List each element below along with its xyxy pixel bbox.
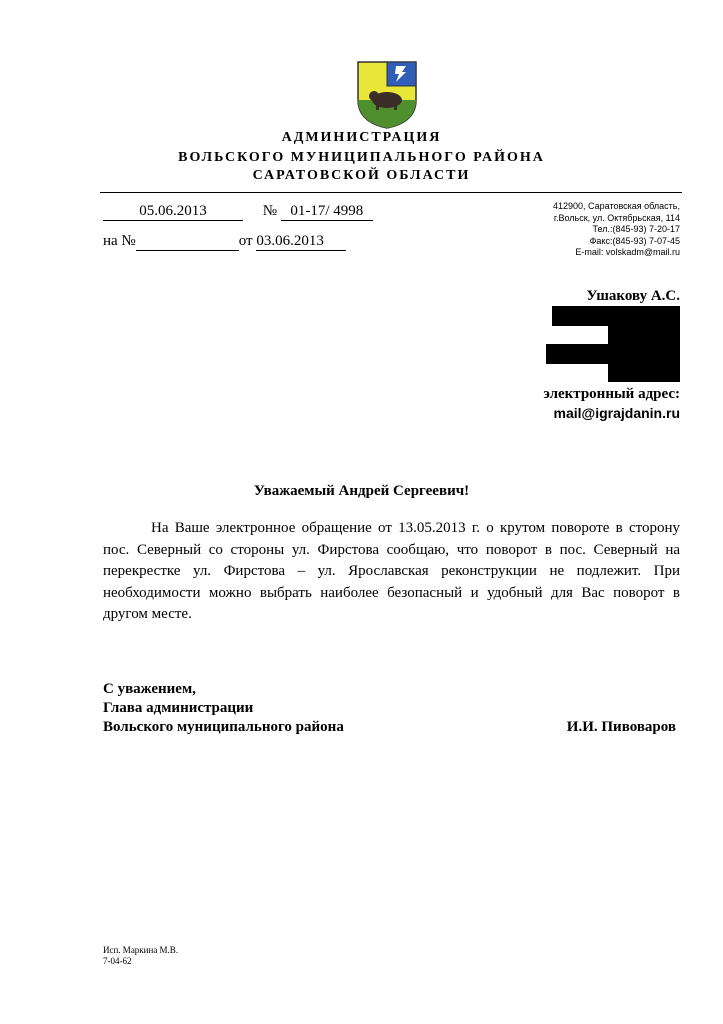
redaction-bar [608, 326, 680, 344]
header-divider [100, 192, 682, 193]
letter-salutation: Уважаемый Андрей Сергеевич! [253, 483, 470, 499]
reference-from-label: от [238, 233, 253, 249]
redaction-bar [608, 364, 680, 382]
signatory-position-line-2: Вольского муниципального района [103, 719, 344, 735]
org-title-line-3: САРАТОВСКОЙ ОБЛАСТИ [252, 168, 471, 183]
address-line-2: г.Вольск, ул. Октябрьская, 114 [553, 212, 680, 223]
registration-date-row [103, 203, 373, 221]
reference-row [103, 233, 346, 251]
letter-body: На Ваше электронное обращение от 13.05.2013 г. о крутом повороте в сторону пос. Северный со стороны ул. Фирстова сообщаю, что поворот в пос. Северный на перекрестке ул. Фирстова – ул. Ярославская реконструкции не подлежит. При необходимости можно выбрать наиболее безопасный и удобный для Вас поворот в другом месте. [103, 520, 680, 622]
org-title-line-1: АДМИНИСТРАЦИЯ [281, 130, 442, 145]
signatory-name: И.И. Пивоваров [566, 719, 676, 735]
coat-of-arms-emblem [356, 60, 418, 130]
address-email: E-mail: volskadm@mail.ru [575, 247, 680, 257]
address-phone: Тел.:(845-93) 7-20-17 [592, 224, 680, 234]
signatory-position-line-1: Глава администрации [103, 700, 254, 716]
registration-number: 01-17/ 4998 [281, 203, 373, 221]
reference-label: на № [103, 233, 136, 249]
closing-line: С уважением, [103, 681, 196, 697]
address-line-1: 412900, Саратовская область, [553, 201, 680, 211]
org-title-line-2: ВОЛЬСКОГО МУНИЦИПАЛЬНОГО РАЙОНА [178, 150, 545, 165]
address-block [553, 201, 680, 259]
recipient-email-label: электронный адрес: [543, 386, 680, 402]
executor-name: Исп. Маркина М.В. [103, 945, 179, 955]
recipient-name: Ушакову А.С. [586, 288, 680, 304]
number-sign: № [262, 203, 278, 219]
redaction-bar [552, 306, 680, 326]
reference-number-blank [136, 233, 239, 251]
recipient-email: mail@igrajdanin.ru [553, 405, 680, 421]
executor-phone: 7-04-62 [103, 956, 132, 966]
address-fax: Факс:(845-93) 7-07-45 [589, 235, 680, 246]
redaction-bar [546, 344, 680, 364]
reference-date: 03.06.2013 [256, 233, 346, 251]
registration-date: 05.06.2013 [103, 203, 243, 221]
